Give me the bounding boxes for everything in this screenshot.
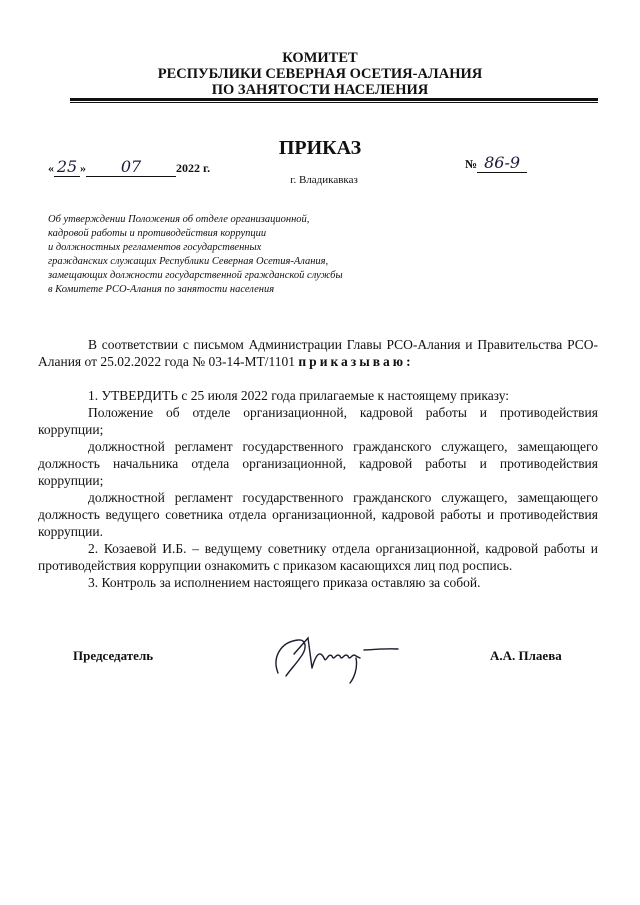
subject-line: замещающих должности государственной гражданской службы — [48, 270, 343, 281]
republic-title: РЕСПУБЛИКИ СЕВЕРНАЯ ОСЕТИЯ-АЛАНИЯ — [157, 66, 483, 82]
subject-line: и должностных регламентов государственных — [48, 242, 262, 253]
signatory-name: А.А. Плаева — [490, 648, 562, 663]
department-title: ПО ЗАНЯТОСТИ НАСЕЛЕНИЯ — [211, 82, 429, 98]
item-1-regulation: Положение об отделе организационной, кадровой работы и противодействия коррупции; — [38, 405, 598, 437]
handwritten-signature — [268, 628, 408, 691]
order-subject — [48, 213, 428, 297]
number-value: 86-9 — [484, 153, 521, 172]
subject-line: Об утверждении Положения об отделе организационной, — [48, 214, 310, 225]
preamble — [38, 336, 598, 370]
date-month: 07 — [120, 157, 142, 176]
item-1: 1. УТВЕРДИТЬ с 25 июля 2022 года прилагаемые к настоящему приказу: — [88, 388, 510, 403]
subject-line: кадровой работы и противодействия коррупции — [48, 228, 267, 239]
document-title: ПРИКАЗ — [278, 137, 362, 159]
signatory-position: Председатель — [73, 648, 154, 663]
city: г. Владикавказ — [290, 174, 358, 186]
committee-title: КОМИТЕТ — [282, 50, 358, 66]
item-1-advisor-regulation: должностной регламент государственного гражданского служащего, замещающего должность ведущего советника отдела организационной, кадровой работы и противодействия коррупции. — [38, 490, 598, 539]
number-prefix: № — [465, 157, 478, 171]
item-1-head-regulation: должностной регламент государственного гражданского служащего, замещающего должность начальника отдела организационной, кадровой работы и противодействия коррупции; — [38, 439, 598, 488]
date-year: 2022 г. — [176, 161, 211, 175]
order-items — [38, 387, 598, 591]
subject-line: гражданских служащих Республики Северная Осетия-Алания, — [48, 256, 329, 267]
date-open-quote: « — [48, 161, 54, 175]
preamble-text: В соответствии с письмом Администрации Главы РСО-Алания и Правительства РСО-Алания от 25.02.2022 года № 03-14-МТ/1101 — [38, 337, 598, 369]
header-rule-thin — [70, 102, 598, 103]
subject-line: в Комитете РСО-Алания по занятости населения — [48, 284, 275, 295]
date-close-quote: » — [80, 161, 86, 175]
order-word: приказываю: — [298, 354, 414, 369]
date-day: 25 — [56, 157, 78, 176]
item-2: 2. Козаевой И.Б. – ведущему советнику отдела организационной, кадровой работы и противодействия коррупции ознакомить с приказом касающихся лиц под роспись. — [38, 541, 598, 573]
order-number — [465, 153, 527, 173]
header-rule-thick — [70, 98, 598, 101]
item-3: 3. Контроль за исполнением настоящего приказа оставляю за собой. — [88, 575, 481, 590]
